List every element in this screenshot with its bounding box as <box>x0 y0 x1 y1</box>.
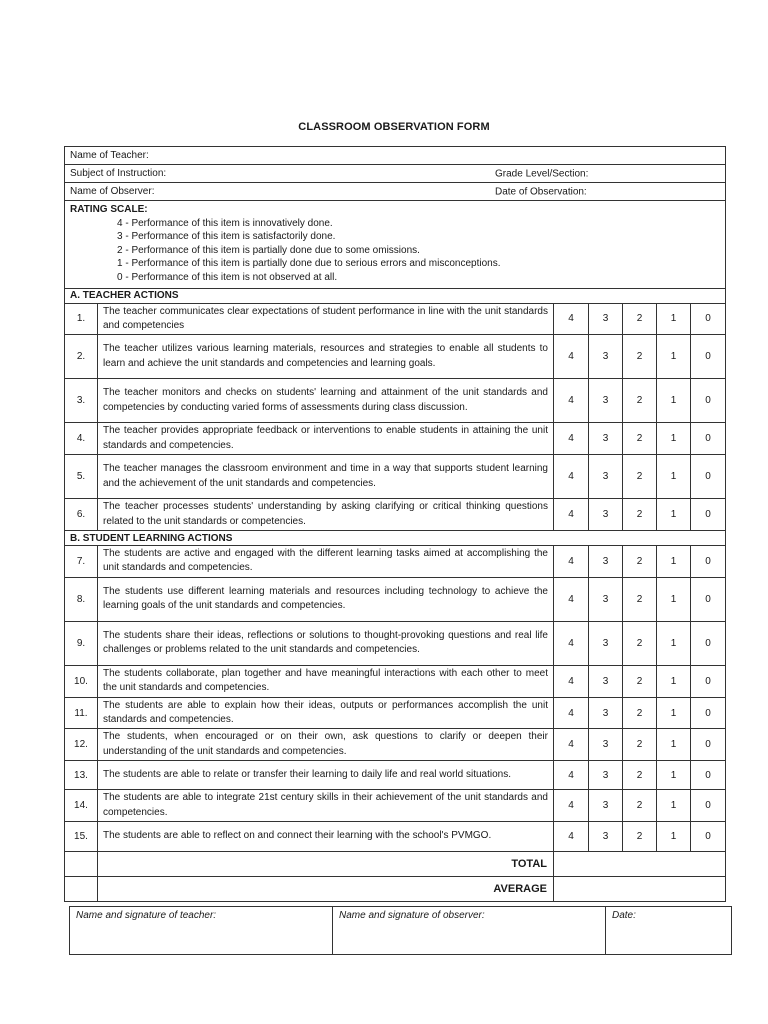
rating-option-2[interactable]: 2 <box>623 822 657 852</box>
date-signature-label: Date: <box>612 910 636 921</box>
item-statement: The teacher monitors and checks on students' learning and attainment of the unit standards and competencies by conducting varied forms of assessments during class discussion. <box>98 379 554 423</box>
rating-scale-row <box>65 201 726 289</box>
rating-option-2[interactable]: 2 <box>623 761 657 790</box>
item-number: 10. <box>65 665 98 697</box>
average-label: AVERAGE <box>98 877 554 902</box>
rating-option-0[interactable]: 0 <box>691 697 726 729</box>
item-statement: The teacher provides appropriate feedback or interventions to enable students in attaining the unit standards and competencies. <box>98 423 554 455</box>
table-row <box>65 822 726 852</box>
section-b-title: B. STUDENT LEARNING ACTIONS <box>65 531 726 546</box>
teacher-signature-label: Name and signature of teacher: <box>76 910 217 921</box>
item-number: 11. <box>65 697 98 729</box>
teacher-row <box>65 147 726 165</box>
rating-option-1[interactable]: 1 <box>657 822 691 852</box>
table-row <box>65 423 726 455</box>
item-statement: The teacher manages the classroom environment and time in a way that supports student learning and the achievement of the unit standards and competencies. <box>98 455 554 499</box>
rating-option-2[interactable]: 2 <box>623 621 657 665</box>
rating-scale <box>65 201 726 289</box>
table-row <box>65 621 726 665</box>
rating-scale-line: 1 - Performance of this item is partially done due to serious errors and misconceptions. <box>117 258 501 270</box>
rating-option-3[interactable]: 3 <box>589 499 623 531</box>
rating-option-1[interactable]: 1 <box>657 499 691 531</box>
table-row <box>65 577 726 621</box>
teacher-signature-field[interactable] <box>70 907 333 955</box>
total-value-cell[interactable] <box>554 852 726 877</box>
rating-option-3[interactable]: 3 <box>589 335 623 379</box>
rating-option-2[interactable]: 2 <box>623 729 657 761</box>
item-number: 15. <box>65 822 98 852</box>
rating-option-1[interactable]: 1 <box>657 697 691 729</box>
table-row <box>65 761 726 790</box>
rating-option-0[interactable]: 0 <box>691 423 726 455</box>
item-number: 8. <box>65 577 98 621</box>
average-row <box>65 877 726 902</box>
rating-option-4[interactable]: 4 <box>554 729 589 761</box>
item-statement: The students collaborate, plan together and have meaningful interactions with each other to meet the unit standards and competencies. <box>98 665 554 697</box>
item-statement: The teacher processes students' understanding by asking clarifying or critical thinking questions related to the unit standards or competencies. <box>98 499 554 531</box>
rating-option-4[interactable]: 4 <box>554 822 589 852</box>
grade-level-label: Grade Level/Section: <box>495 168 589 179</box>
rating-option-1[interactable]: 1 <box>657 423 691 455</box>
item-number: 2. <box>65 335 98 379</box>
rating-option-4[interactable]: 4 <box>554 665 589 697</box>
rating-option-3[interactable]: 3 <box>589 822 623 852</box>
rating-option-0[interactable]: 0 <box>691 335 726 379</box>
rating-option-0[interactable]: 0 <box>691 499 726 531</box>
rating-option-2[interactable]: 2 <box>623 303 657 335</box>
average-blank-cell <box>65 877 98 902</box>
item-number: 14. <box>65 790 98 822</box>
rating-option-3[interactable]: 3 <box>589 577 623 621</box>
rating-option-3[interactable]: 3 <box>589 621 623 665</box>
table-row <box>65 729 726 761</box>
item-number: 12. <box>65 729 98 761</box>
rating-option-3[interactable]: 3 <box>589 761 623 790</box>
item-statement: The students are able to reflect on and connect their learning with the school's PVMGO. <box>98 822 554 852</box>
rating-option-0[interactable]: 0 <box>691 761 726 790</box>
rating-option-0[interactable]: 0 <box>691 577 726 621</box>
rating-option-2[interactable]: 2 <box>623 423 657 455</box>
rating-option-4[interactable]: 4 <box>554 546 589 578</box>
rating-option-3[interactable]: 3 <box>589 665 623 697</box>
rating-option-3[interactable]: 3 <box>589 423 623 455</box>
item-number: 7. <box>65 546 98 578</box>
rating-option-1[interactable]: 1 <box>657 303 691 335</box>
subject-row <box>65 165 726 183</box>
rating-option-4[interactable]: 4 <box>554 303 589 335</box>
rating-option-1[interactable]: 1 <box>657 665 691 697</box>
rating-option-0[interactable]: 0 <box>691 729 726 761</box>
table-row <box>65 455 726 499</box>
rating-option-1[interactable]: 1 <box>657 335 691 379</box>
item-statement: The teacher utilizes various learning materials, resources and strategies to enable all students to learn and achieve the unit standards and competencies and learning goals. <box>98 335 554 379</box>
teacher-name-field[interactable] <box>65 147 726 165</box>
rating-option-2[interactable]: 2 <box>623 790 657 822</box>
signature-table <box>69 906 732 955</box>
item-statement: The students use different learning materials and resources including technology to achieve the learning goals of the unit standards and competencies. <box>98 577 554 621</box>
table-row <box>65 303 726 335</box>
item-number: 13. <box>65 761 98 790</box>
item-number: 1. <box>65 303 98 335</box>
rating-option-4[interactable]: 4 <box>554 455 589 499</box>
rating-option-0[interactable]: 0 <box>691 455 726 499</box>
item-number: 3. <box>65 379 98 423</box>
rating-option-0[interactable]: 0 <box>691 546 726 578</box>
rating-option-1[interactable]: 1 <box>657 761 691 790</box>
rating-option-3[interactable]: 3 <box>589 455 623 499</box>
item-statement: The students are active and engaged with the different learning tasks aimed at accomplishing the unit standards and competencies. <box>98 546 554 578</box>
rating-option-1[interactable]: 1 <box>657 546 691 578</box>
rating-option-2[interactable]: 2 <box>623 697 657 729</box>
item-statement: The students are able to explain how their ideas, outputs or performances accomplish the unit standards and competencies. <box>98 697 554 729</box>
rating-option-4[interactable]: 4 <box>554 761 589 790</box>
total-label: TOTAL <box>98 852 554 877</box>
average-value-cell[interactable] <box>554 877 726 902</box>
date-signature-field[interactable] <box>606 907 732 955</box>
subject-field[interactable] <box>65 165 726 183</box>
table-row <box>65 665 726 697</box>
observer-field[interactable] <box>65 183 726 201</box>
item-statement: The students, when encouraged or on their own, ask questions to clarify or deepen their understanding of the unit standards and competencies. <box>98 729 554 761</box>
rating-option-4[interactable]: 4 <box>554 621 589 665</box>
rating-option-0[interactable]: 0 <box>691 665 726 697</box>
rating-option-4[interactable]: 4 <box>554 697 589 729</box>
rating-option-0[interactable]: 0 <box>691 379 726 423</box>
rating-scale-line: 2 - Performance of this item is partially done due to some omissions. <box>117 244 420 256</box>
table-row <box>65 790 726 822</box>
rating-option-2[interactable]: 2 <box>623 499 657 531</box>
table-row <box>65 697 726 729</box>
item-number: 9. <box>65 621 98 665</box>
item-statement: The students are able to integrate 21st century skills in their achievement of the unit standards and competencies. <box>98 790 554 822</box>
rating-scale-line: 0 - Performance of this item is not observed at all. <box>117 271 338 283</box>
rating-option-3[interactable]: 3 <box>589 303 623 335</box>
rating-option-4[interactable]: 4 <box>554 577 589 621</box>
observer-name-label: Name of Observer: <box>70 186 155 197</box>
rating-option-0[interactable]: 0 <box>691 822 726 852</box>
section-a-header <box>65 288 726 303</box>
item-statement: The teacher communicates clear expectations of student performance in line with the unit standards and competencies <box>98 303 554 335</box>
table-row <box>65 379 726 423</box>
rating-scale-line: 4 - Performance of this item is innovatively done. <box>117 217 333 229</box>
item-statement: The students share their ideas, reflections or solutions to thought-provoking questions and real life challenges or problems related to the unit standards and competencies. <box>98 621 554 665</box>
rating-option-2[interactable]: 2 <box>623 455 657 499</box>
rating-option-2[interactable]: 2 <box>623 665 657 697</box>
observer-row <box>65 183 726 201</box>
section-b-header <box>65 531 726 546</box>
rating-option-3[interactable]: 3 <box>589 697 623 729</box>
rating-option-0[interactable]: 0 <box>691 303 726 335</box>
item-number: 4. <box>65 423 98 455</box>
rating-option-2[interactable]: 2 <box>623 335 657 379</box>
rating-option-4[interactable]: 4 <box>554 335 589 379</box>
table-row <box>65 546 726 578</box>
rating-option-2[interactable]: 2 <box>623 379 657 423</box>
rating-option-1[interactable]: 1 <box>657 455 691 499</box>
total-row <box>65 852 726 877</box>
rating-option-4[interactable]: 4 <box>554 379 589 423</box>
rating-option-1[interactable]: 1 <box>657 379 691 423</box>
rating-option-4[interactable]: 4 <box>554 423 589 455</box>
rating-scale-line: 3 - Performance of this item is satisfactorily done. <box>117 231 336 243</box>
rating-option-3[interactable]: 3 <box>589 379 623 423</box>
rating-option-1[interactable]: 1 <box>657 577 691 621</box>
rating-option-2[interactable]: 2 <box>623 546 657 578</box>
section-a-title: A. TEACHER ACTIONS <box>65 288 726 303</box>
table-row <box>65 499 726 531</box>
observation-date-label: Date of Observation: <box>495 186 587 197</box>
form-title: CLASSROOM OBSERVATION FORM <box>298 121 490 133</box>
item-number: 5. <box>65 455 98 499</box>
item-number: 6. <box>65 499 98 531</box>
rating-option-4[interactable]: 4 <box>554 790 589 822</box>
rating-option-1[interactable]: 1 <box>657 621 691 665</box>
rating-option-4[interactable]: 4 <box>554 499 589 531</box>
observation-table <box>64 146 726 902</box>
rating-option-3[interactable]: 3 <box>589 546 623 578</box>
rating-option-1[interactable]: 1 <box>657 790 691 822</box>
rating-option-0[interactable]: 0 <box>691 621 726 665</box>
table-row <box>65 335 726 379</box>
rating-scale-title: RATING SCALE: <box>70 204 148 215</box>
rating-option-2[interactable]: 2 <box>623 577 657 621</box>
rating-option-3[interactable]: 3 <box>589 729 623 761</box>
teacher-name-label: Name of Teacher: <box>70 150 149 161</box>
total-blank-cell <box>65 852 98 877</box>
observer-signature-field[interactable] <box>333 907 606 955</box>
subject-label: Subject of Instruction: <box>70 168 167 179</box>
rating-option-3[interactable]: 3 <box>589 790 623 822</box>
rating-option-1[interactable]: 1 <box>657 729 691 761</box>
observer-signature-label: Name and signature of observer: <box>339 910 485 921</box>
item-statement: The students are able to relate or transfer their learning to daily life and real world situations. <box>98 761 554 790</box>
rating-option-0[interactable]: 0 <box>691 790 726 822</box>
